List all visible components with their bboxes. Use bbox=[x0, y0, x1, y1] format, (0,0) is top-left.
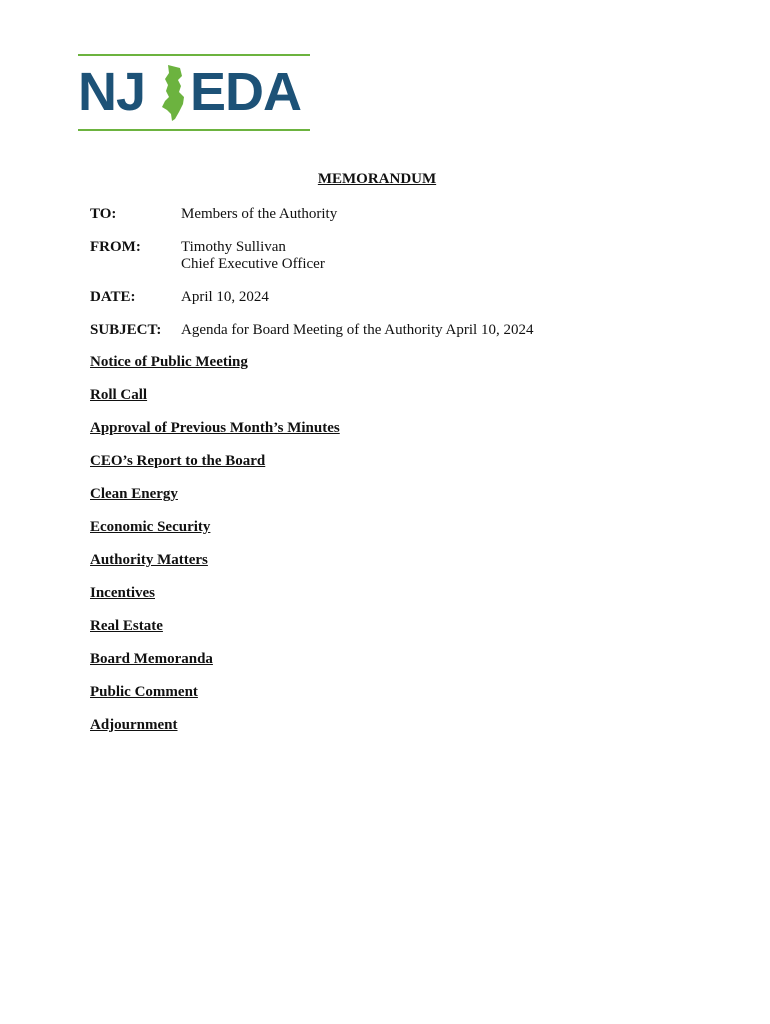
logo-top-rule bbox=[78, 54, 310, 56]
agenda-item: Board Memoranda bbox=[90, 651, 213, 667]
from-label: FROM: bbox=[90, 239, 141, 255]
from-name: Timothy Sullivan bbox=[181, 239, 286, 255]
agenda-list bbox=[90, 354, 340, 750]
from-value bbox=[181, 239, 325, 273]
to-label: TO: bbox=[90, 206, 117, 222]
new-jersey-state-icon bbox=[158, 64, 190, 122]
agenda-item: Authority Matters bbox=[90, 552, 208, 568]
agenda-item: Roll Call bbox=[90, 387, 148, 403]
subject-value: Agenda for Board Meeting of the Authority April 10, 2024 bbox=[181, 322, 534, 338]
agenda-item: Real Estate bbox=[90, 618, 163, 634]
agenda-item: Approval of Previous Month’s Minutes bbox=[90, 420, 340, 436]
agenda-item: Public Comment bbox=[90, 684, 198, 700]
to-value: Members of the Authority bbox=[181, 206, 338, 222]
logo-bottom-rule bbox=[78, 129, 310, 131]
from-title: Chief Executive Officer bbox=[181, 256, 325, 272]
agenda-item: CEO’s Report to the Board bbox=[90, 453, 266, 469]
subject-label: SUBJECT: bbox=[90, 322, 162, 338]
agenda-item: Adjournment bbox=[90, 717, 178, 733]
agenda-item: Clean Energy bbox=[90, 486, 178, 502]
date-label: DATE: bbox=[90, 289, 136, 305]
agenda-item: Incentives bbox=[90, 585, 155, 601]
agenda-item: Economic Security bbox=[90, 519, 211, 535]
memo-title: MEMORANDUM bbox=[317, 171, 437, 187]
logo-text-nj: NJ bbox=[78, 62, 146, 122]
logo-text-eda: EDA bbox=[190, 62, 302, 122]
agenda-item: Notice of Public Meeting bbox=[90, 354, 248, 370]
njeda-logo bbox=[78, 54, 310, 132]
date-value: April 10, 2024 bbox=[181, 289, 269, 305]
